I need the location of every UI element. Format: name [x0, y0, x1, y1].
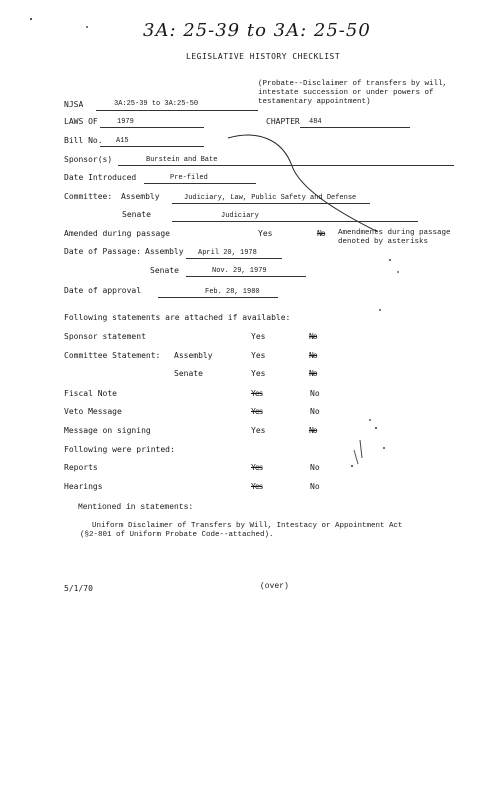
printed-row-yes: Yes: [251, 463, 263, 472]
passage-senate-underline: [186, 276, 306, 277]
statement-row-yes: Yes: [251, 407, 263, 416]
printed-row-yes: Yes: [251, 482, 263, 491]
statement-row-label: Veto Message: [64, 407, 122, 416]
laws-of-label: LAWS OF: [64, 117, 98, 126]
committee-assembly-value: Judiciary, Law, Public Safety and Defense: [184, 194, 357, 202]
form-title: LEGISLATIVE HISTORY CHECKLIST: [186, 52, 341, 61]
amended-note: Amendments during passage denoted by asterisks: [338, 229, 451, 246]
amended-no-struck: No: [317, 229, 325, 238]
mentioned-text: Uniform Disclaimer of Transfers by Will, Intestacy or Appointment Act (§2-801 of Uniform Probate Code--attached).: [80, 522, 403, 539]
chapter-underline: [300, 127, 410, 128]
amended-yes: Yes: [258, 229, 273, 238]
statement-row-no: No: [309, 351, 317, 360]
laws-of-underline: [100, 127, 204, 128]
statement-row-no: No: [309, 332, 317, 341]
statement-row-sublabel: Assembly: [174, 351, 213, 360]
footer-over: (over): [260, 582, 289, 591]
committee-assembly-label: Assembly: [121, 192, 160, 201]
printed-row-label: Hearings: [64, 482, 103, 491]
statement-row-no: No: [310, 389, 320, 398]
chapter-label: CHAPTER: [266, 117, 300, 126]
scan-speck: [30, 18, 32, 20]
passage-assembly-label: Assembly: [145, 247, 184, 256]
laws-of-value: 1979: [117, 118, 134, 126]
passage-senate-label: Senate: [150, 266, 179, 275]
chapter-value: 484: [309, 118, 322, 126]
date-introduced-underline: [144, 183, 256, 184]
date-introduced-label: Date Introduced: [64, 173, 137, 182]
sponsors-value: Burstein and Bate: [146, 156, 218, 164]
bill-no-underline: [100, 146, 204, 147]
scan-speck: [86, 26, 88, 28]
approval-label: Date of approval: [64, 286, 142, 295]
sponsors-underline: [118, 165, 454, 166]
printed-heading: Following were printed:: [64, 445, 175, 454]
amended-label: Amended during passage: [64, 229, 170, 238]
bill-no-label: Bill No.: [64, 136, 103, 145]
margin-scan-marks: [340, 250, 410, 480]
probate-note: (Probate--Disclaimer of transfers by will, intestate succession or under powers of testamentary appointment): [258, 80, 448, 106]
footer-date: 5/1/70: [64, 584, 93, 593]
sponsors-label: Sponsor(s): [64, 155, 113, 164]
statement-row-no: No: [309, 369, 317, 378]
statement-row-label: Message on signing: [64, 426, 151, 435]
committee-assembly-underline: [172, 203, 370, 204]
printed-row-no: No: [310, 463, 320, 472]
date-introduced-value: Pre-filed: [170, 174, 208, 182]
committee-senate-label: Senate: [122, 210, 151, 219]
njsa-underline: [96, 110, 258, 111]
handwritten-title: 3A: 25-39 to 3A: 25-50: [143, 20, 371, 41]
statement-row-label: Fiscal Note: [64, 389, 117, 398]
statement-row-no: No: [310, 407, 320, 416]
statement-row-yes: Yes: [251, 369, 266, 378]
printed-row-label: Reports: [64, 463, 98, 472]
statement-row-yes: Yes: [251, 426, 266, 435]
approval-value: Feb. 28, 1980: [205, 288, 260, 296]
passage-assembly-underline: [186, 258, 282, 259]
bill-no-value: A15: [116, 137, 129, 145]
attached-heading: Following statements are attached if available:: [64, 313, 291, 322]
committee-label: Committee:: [64, 192, 113, 201]
mentioned-heading: Mentioned in statements:: [78, 503, 194, 512]
statement-row-yes: Yes: [251, 389, 263, 398]
printed-row-no: No: [310, 482, 320, 491]
approval-underline: [158, 297, 278, 298]
statement-row-yes: Yes: [251, 332, 266, 341]
passage-label: Date of Passage:: [64, 247, 142, 256]
statement-row-sublabel: Senate: [174, 369, 203, 378]
statement-row-label: Committee Statement:: [64, 351, 161, 360]
statement-row-yes: Yes: [251, 351, 266, 360]
njsa-value: 3A:25-39 to 3A:25-50: [114, 100, 199, 108]
statement-row-label: Sponsor statement: [64, 332, 146, 341]
committee-senate-underline: [172, 221, 418, 222]
statement-row-no: No: [309, 426, 317, 435]
passage-assembly-value: April 20, 1978: [198, 249, 257, 257]
committee-senate-value: Judiciary: [221, 212, 259, 220]
njsa-label: NJSA: [64, 100, 84, 109]
passage-senate-value: Nov. 29, 1979: [212, 267, 267, 275]
